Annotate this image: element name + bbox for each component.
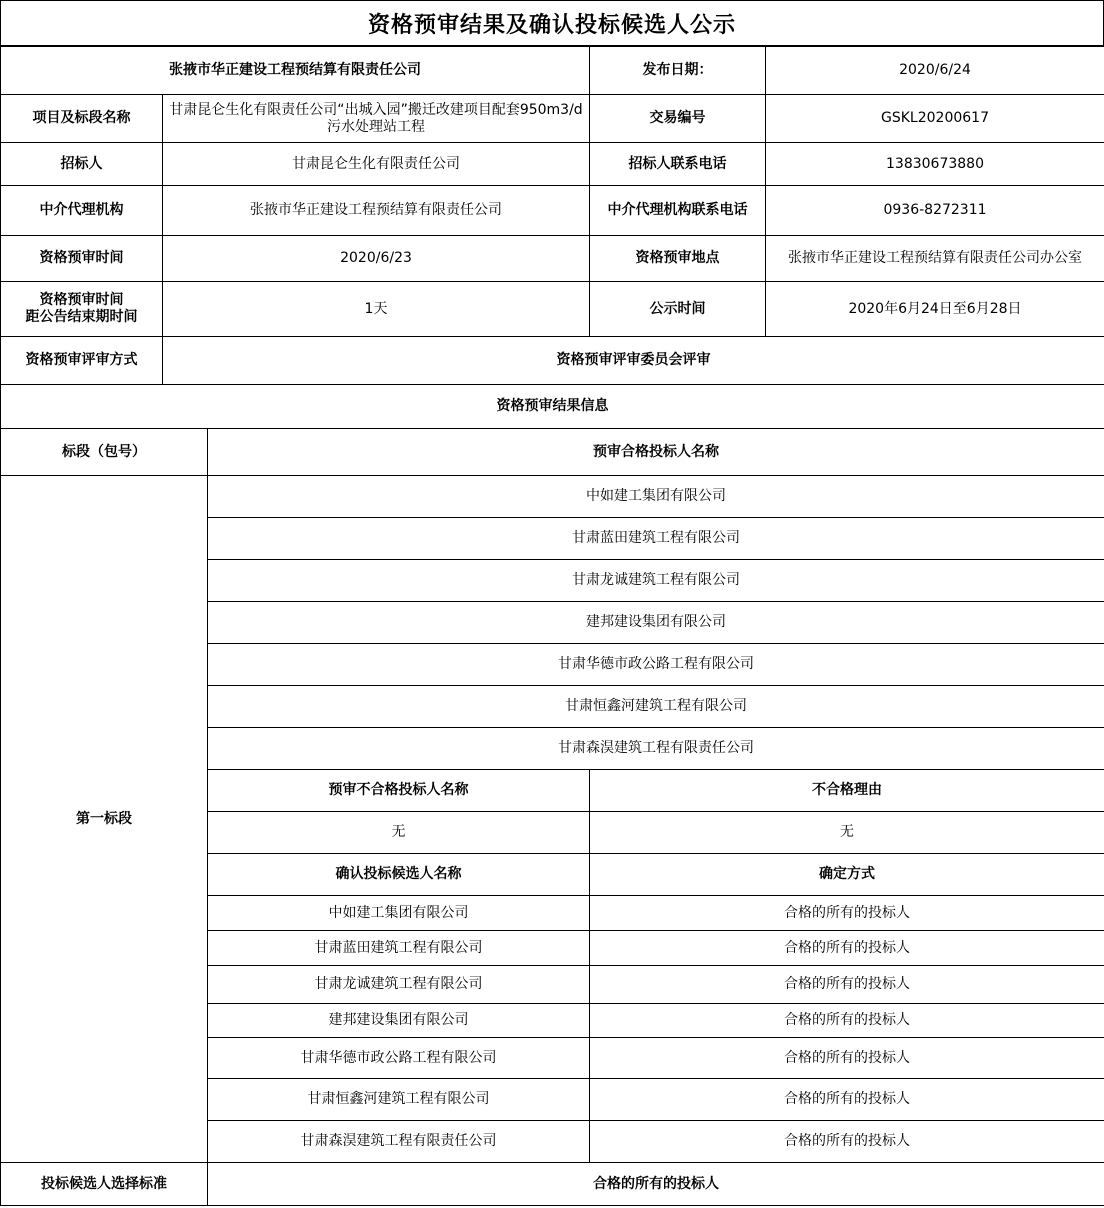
agency-label: 中介代理机构	[1, 186, 163, 236]
candidate-method: 合格的所有的投标人	[590, 966, 1104, 1004]
tenderer-phone-value: 13830673880	[766, 143, 1104, 186]
trade-no-label: 交易编号	[590, 95, 766, 143]
trade-no-value: GSKL20200617	[766, 95, 1104, 143]
candidate-method: 合格的所有的投标人	[590, 1121, 1104, 1163]
prequal-place-label: 资格预审地点	[590, 236, 766, 282]
tenderer-value: 甘肃昆仑生化有限责任公司	[163, 143, 590, 186]
page-title: 资格预审结果及确认投标候选人公示	[0, 0, 1104, 46]
unqualified-reason: 无	[590, 812, 1104, 854]
prequal-time-row	[1, 236, 1104, 282]
announcement-table	[0, 46, 1104, 1206]
standard-row	[1, 1163, 1104, 1206]
tenderer-row	[1, 143, 1104, 186]
prequal-place-value: 张掖市华正建设工程预结算有限责任公司办公室	[766, 236, 1104, 282]
publicity-label: 公示时间	[590, 282, 766, 337]
candidate-method: 合格的所有的投标人	[590, 1038, 1104, 1079]
candidate-name: 甘肃龙诚建筑工程有限公司	[208, 966, 590, 1004]
publish-date-value: 2020/6/24	[766, 47, 1104, 95]
lot-header: 标段（包号）	[1, 429, 208, 476]
determination-header: 确定方式	[590, 854, 1104, 896]
method-value: 资格预审评审委员会评审	[163, 337, 1104, 385]
agency-phone-value: 0936-8272311	[766, 186, 1104, 236]
result-section-row	[1, 385, 1104, 429]
candidate-method: 合格的所有的投标人	[590, 1004, 1104, 1038]
qualified-bidder: 甘肃森淏建筑工程有限责任公司	[208, 728, 1104, 770]
project-row	[1, 95, 1104, 143]
agency-phone-label: 中介代理机构联系电话	[590, 186, 766, 236]
candidate-method: 合格的所有的投标人	[590, 896, 1104, 931]
period-label	[1, 282, 163, 337]
candidate-method: 合格的所有的投标人	[590, 1079, 1104, 1121]
reason-header: 不合格理由	[590, 770, 1104, 812]
qualified-bidder: 建邦建设集团有限公司	[208, 602, 1104, 644]
standard-value: 合格的所有的投标人	[208, 1163, 1104, 1206]
agency-value: 张掖市华正建设工程预结算有限责任公司	[163, 186, 590, 236]
prequal-time-label: 资格预审时间	[1, 236, 163, 282]
method-row	[1, 337, 1104, 385]
agency-header: 张掖市华正建设工程预结算有限责任公司	[1, 47, 590, 95]
qualified-bidder: 甘肃恒鑫河建筑工程有限公司	[208, 686, 1104, 728]
candidate-method: 合格的所有的投标人	[590, 931, 1104, 966]
qualified-bidder: 中如建工集团有限公司	[208, 476, 1104, 518]
qualified-bidder: 甘肃龙诚建筑工程有限公司	[208, 560, 1104, 602]
period-row	[1, 282, 1104, 337]
header-row	[1, 47, 1104, 95]
tenderer-label: 招标人	[1, 143, 163, 186]
period-label-line-1: 资格预审时间	[39, 292, 124, 308]
candidate-name: 甘肃森淏建筑工程有限责任公司	[208, 1121, 590, 1163]
project-label: 项目及标段名称	[1, 95, 163, 143]
method-label: 资格预审评审方式	[1, 337, 163, 385]
period-value: 1天	[163, 282, 590, 337]
candidate-header: 确认投标候选人名称	[208, 854, 590, 896]
agency-row	[1, 186, 1104, 236]
qualified-header: 预审合格投标人名称	[208, 429, 1104, 476]
unqualified-name: 无	[208, 812, 590, 854]
candidate-name: 中如建工集团有限公司	[208, 896, 590, 931]
candidate-name: 甘肃华德市政公路工程有限公司	[208, 1038, 590, 1079]
candidate-name: 甘肃恒鑫河建筑工程有限公司	[208, 1079, 590, 1121]
qualified-bidder: 甘肃华德市政公路工程有限公司	[208, 644, 1104, 686]
prequal-time-value: 2020/6/23	[163, 236, 590, 282]
project-name-value: 甘肃昆仑生化有限责任公司“出城入园”搬迁改建项目配套950m3/d污水处理站工程	[163, 95, 590, 143]
table-row	[1, 476, 1104, 518]
result-header-row	[1, 429, 1104, 476]
publish-date-label: 发布日期：	[590, 47, 766, 95]
publicity-value: 2020年6月24日至6月28日	[766, 282, 1104, 337]
period-label-line-2: 距公告结束期时间	[25, 309, 138, 325]
qualified-bidder: 甘肃蓝田建筑工程有限公司	[208, 518, 1104, 560]
tenderer-phone-label: 招标人联系电话	[590, 143, 766, 186]
candidate-name: 甘肃蓝田建筑工程有限公司	[208, 931, 590, 966]
standard-label: 投标候选人选择标准	[1, 1163, 208, 1206]
result-section-title: 资格预审结果信息	[1, 385, 1104, 429]
candidate-name: 建邦建设集团有限公司	[208, 1004, 590, 1038]
lot-name: 第一标段	[1, 476, 208, 1163]
unqualified-header: 预审不合格投标人名称	[208, 770, 590, 812]
